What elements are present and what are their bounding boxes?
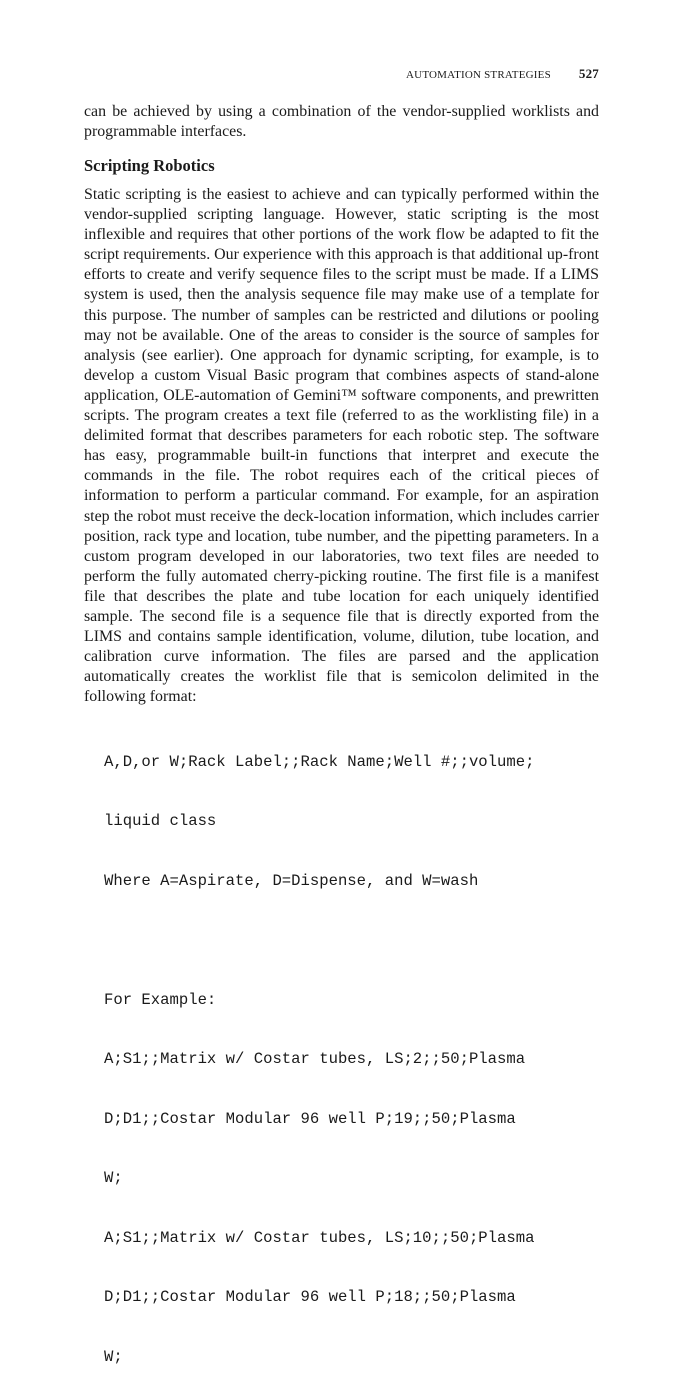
- code-line: D;D1;;Costar Modular 96 well P;18;;50;Plasma: [104, 1288, 516, 1307]
- code-line: W;: [104, 1348, 123, 1366]
- code-line: A;S1;;Matrix w/ Costar tubes, LS;2;;50;Plasma: [104, 1050, 526, 1069]
- page-number: 527: [578, 66, 599, 81]
- code-line: W;: [104, 1169, 123, 1188]
- code-line: [104, 931, 534, 951]
- code-line: A,D,or W;Rack Label;;Rack Name;Well #;;volume;: [104, 752, 535, 771]
- running-head-title: AUTOMATION STRATEGIES: [406, 69, 551, 81]
- code-line: D;D1;;Costar Modular 96 well P;19;;50;Plasma: [104, 1109, 516, 1128]
- code-line: Where A=Aspirate, D=Dispense, and W=wash: [104, 871, 479, 890]
- section-heading: Scripting Robotics: [84, 156, 215, 175]
- body-paragraph: Static scripting is the easiest to achieve and can typically performed within the vendor-supplied scripting language. However, static scripting is the most inflexible and requires that other portions of the work flow be adapted to fit the script requirements. Our experience with this approach is that additional up-front efforts to create and verify sequence files to the script must be made. If a LIMS system is used, then the analysis sequence file may make use of a template for this purpose. The number of samples can be restricted and dilutions or pooling may not be available. One of the areas to consider is the source of samples for analysis (see earlier). One approach for dynamic scripting, for example, is to develop a custom Visual Basic program that combines aspects of stand-alone application, OLE-automation of Gemini™ software components, and prewritten scripts. The program creates a text file (referred to as the worklisting file) in a delimited format that describes parameters for each robotic step. The software has easy, programmable built-in functions that interpret and execute the commands in the file. The robot requires each of the critical pieces of information to perform a particular command. For example, for an aspiration step the robot must receive the deck-location information, which includes carrier position, rack type and location, tube number, and the pipetting parameters. In a custom program developed in our laboratories, two text files are needed to perform the fully automated cherry-picking routine. The first file is a manifest file that describes the plate and tube location for each uniquely identified sample. The second file is a sequence file that is directly exported from the LIMS and contains sample identification, volume, dilution, tube location, and calibration curve information. The files are parsed and the application automatically creates the worklist file that is semicolon delimited in the following format:: [84, 186, 599, 706]
- running-head: [84, 66, 599, 82]
- intro-paragraph: can be achieved by using a combination of the vendor-supplied worklists and programmable interfaces.: [84, 103, 599, 141]
- code-listing: [104, 713, 534, 1388]
- code-line: liquid class: [104, 812, 217, 831]
- code-line: A;S1;;Matrix w/ Costar tubes, LS;10;;50;Plasma: [104, 1228, 535, 1247]
- code-line: For Example:: [104, 990, 217, 1009]
